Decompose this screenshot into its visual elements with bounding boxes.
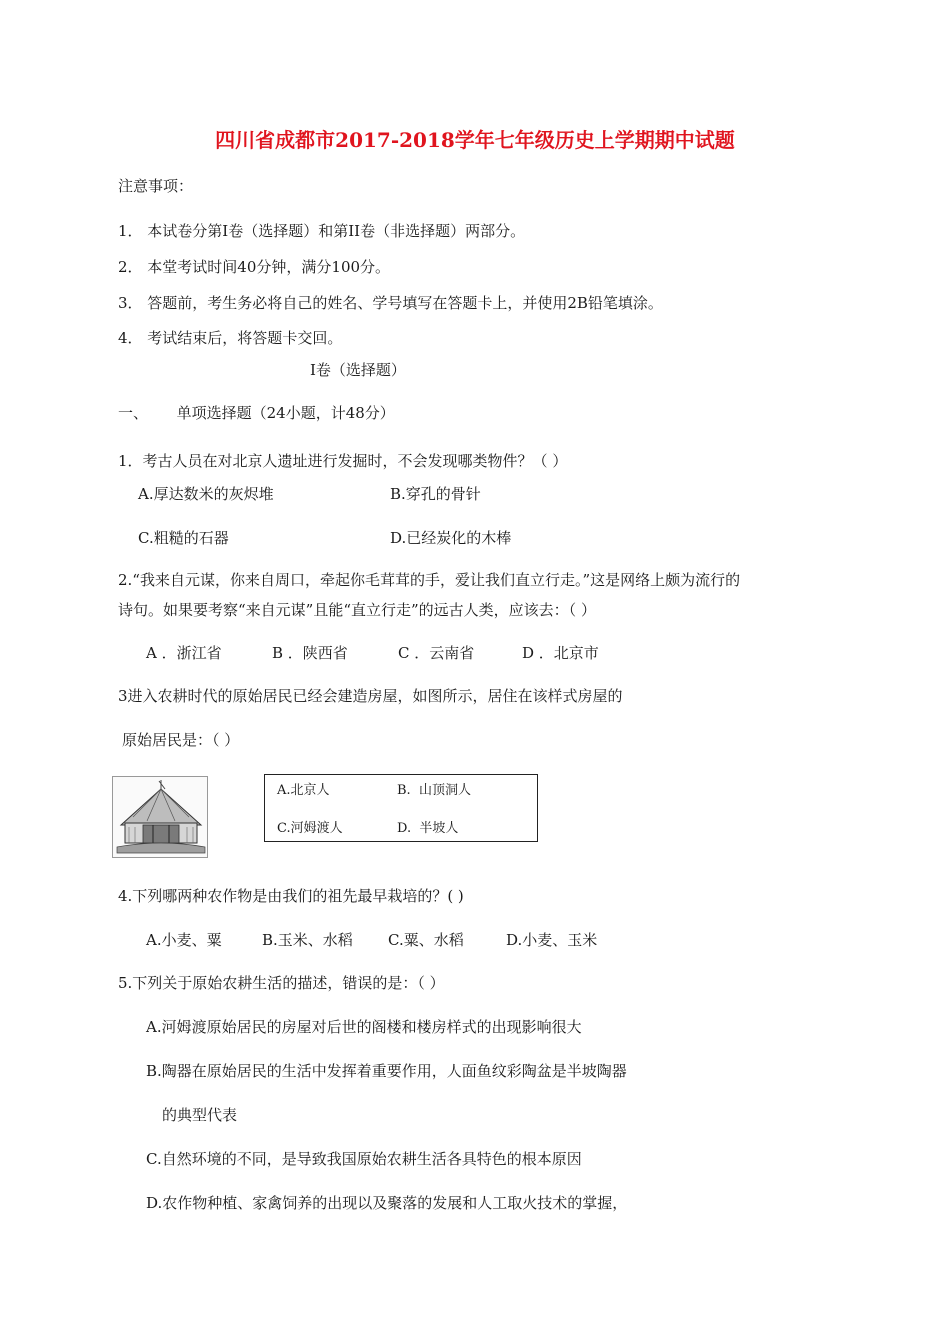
option-c: C.粟、水稻	[388, 931, 464, 949]
question-stem: 4.下列哪两种农作物是由我们的祖先最早栽培的？( )	[118, 887, 464, 905]
option-b: B.陶器在原始居民的生活中发挥着重要作用，人面鱼纹彩陶盆是半坡陶器	[146, 1062, 627, 1080]
option-c: C.粗糙的石器	[138, 529, 229, 547]
option-b: B.穿孔的骨针	[390, 485, 481, 503]
notice-heading: 注意事项：	[118, 177, 194, 195]
question-stem: 2.“我来自元谋，你来自周口，牵起你毛茸茸的手，爱让我们直立行走。”这是网络上颇为流行的	[118, 571, 741, 589]
question-stem: 原始居民是：（ ）	[122, 731, 240, 749]
option-c: C.自然环境的不同，是导致我国原始农耕生活各具特色的根本原因	[146, 1150, 582, 1168]
option-d: D. 半坡人	[397, 821, 459, 836]
option-c: C.河姆渡人	[277, 821, 343, 836]
question-stem: 5.下列关于原始农耕生活的描述，错误的是：（ ）	[118, 974, 445, 992]
option-b-continued: 的典型代表	[162, 1106, 238, 1124]
option-b: B.玉米、水稻	[262, 931, 353, 949]
option-b: B ．陕西省	[272, 644, 348, 662]
notice-item: 1． 本试卷分第I卷（选择题）和第II卷（非选择题）两部分。	[118, 222, 526, 240]
option-b: B. 山顶洞人	[397, 783, 471, 798]
option-a: A.小麦、粟	[146, 931, 222, 949]
notice-item: 4． 考试结束后，将答题卡交回。	[118, 329, 343, 347]
option-a: A.北京人	[277, 783, 330, 798]
option-d: D.农作物种植、家禽饲养的出现以及聚落的发展和人工取火技术的掌握，	[146, 1194, 628, 1212]
option-d: D.小麦、玉米	[506, 931, 598, 949]
hut-icon	[113, 777, 207, 857]
option-a: A ．浙江省	[146, 644, 222, 662]
part-heading: 一、 单项选择题（24小题，计48分）	[118, 404, 395, 422]
notice-item: 2． 本堂考试时间40分钟，满分100分。	[118, 258, 391, 276]
question-stem: 1．考古人员在对北京人遗址进行发掘时，不会发现哪类物件？（ ）	[118, 452, 568, 470]
option-d: D ．北京市	[522, 644, 599, 662]
question-stem: 3进入农耕时代的原始居民已经会建造房屋，如图所示，居住在该样式房屋的	[118, 687, 623, 705]
option-c: C ．云南省	[398, 644, 475, 662]
question-stem: 诗句。如果要考察“来自元谋”且能“直立行走”的远古人类，应该去：（ ）	[118, 601, 596, 619]
volume-heading: I卷（选择题）	[310, 361, 406, 379]
option-a: A.厚达数米的灰烬堆	[138, 485, 274, 503]
option-a: A.河姆渡原始居民的房屋对后世的阁楼和楼房样式的出现影响很大	[146, 1018, 582, 1036]
answer-choices-box	[264, 774, 538, 842]
notice-item: 3． 答题前，考生务必将自己的姓名、学号填写在答题卡上，并使用2B铅笔填涂。	[118, 294, 663, 312]
option-d: D.已经炭化的木棒	[390, 529, 512, 547]
hut-illustration	[112, 776, 208, 858]
page-title: 四川省成都市2017-2018学年七年级历史上学期期中试题	[215, 128, 735, 152]
